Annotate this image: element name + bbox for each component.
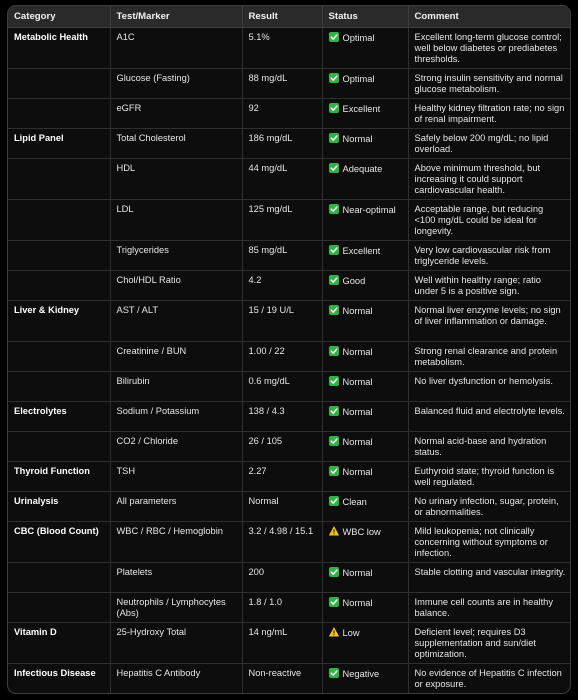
status-label: Optimal [342, 74, 375, 84]
status-label: Normal [342, 347, 373, 357]
test-marker-cell: LDL [110, 200, 242, 241]
result-cell: 2.27 [242, 462, 322, 492]
test-marker-cell: Chol/HDL Ratio [110, 271, 242, 301]
status-label: Normal [342, 467, 373, 477]
status-cell [322, 462, 408, 492]
lab-results-table [8, 6, 571, 694]
check-icon [329, 73, 339, 83]
status-label: Near-optimal [342, 205, 396, 215]
test-marker-cell: Bilirubin [110, 372, 242, 402]
category-cell [8, 372, 110, 402]
table-row [8, 462, 571, 492]
check-icon [329, 436, 339, 446]
category-cell [8, 593, 110, 623]
comment-cell: Deficient level; requires D3 supplementation and sun/diet optimization. [408, 623, 571, 664]
comment-cell: No evidence of Hepatitis C infection or exposure. [414, 668, 562, 689]
table-row [8, 271, 571, 301]
category-cell: Lipid Panel [8, 129, 110, 159]
header-category[interactable]: Category [8, 6, 110, 28]
comment-cell: Euthyroid state; thyroid function is well regulated. [408, 462, 571, 492]
status-cell [322, 372, 408, 402]
test-marker-cell: TSH [110, 462, 242, 492]
test-marker-cell: HDL [110, 159, 242, 200]
result-cell: 1.8 / 1.0 [242, 593, 322, 623]
category-cell [8, 159, 110, 200]
comment-cell: Normal liver enzyme levels; no sign of liver inflammation or damage. [408, 301, 571, 342]
comment-cell: Acceptable range, but reducing <100 mg/dL could be ideal for longevity. [408, 200, 571, 241]
status-cell [322, 342, 408, 372]
result-cell: Non-reactive [242, 664, 322, 694]
status-label: Good [342, 276, 366, 286]
comment-cell: Healthy kidney filtration rate; no sign of renal impairment. [408, 99, 571, 129]
category-cell [8, 432, 110, 462]
status-label: Normal [342, 437, 373, 447]
category-cell [8, 271, 110, 301]
status-cell [322, 241, 408, 271]
test-marker-cell: 25-Hydroxy Total [110, 623, 242, 664]
table-row [8, 342, 571, 372]
comment-cell: Balanced fluid and electrolyte levels. [408, 402, 571, 432]
result-cell: 5.1% [242, 28, 322, 69]
test-marker-cell: Neutrophils / Lymphocytes (Abs) [110, 593, 242, 623]
warning-icon [329, 627, 339, 637]
status-cell [322, 593, 408, 623]
check-icon [329, 567, 339, 577]
table-row [8, 301, 571, 342]
category-cell [8, 99, 110, 129]
comment-cell: Mild leukopenia; not clinically concerning without symptoms or infection. [408, 522, 571, 563]
status-cell [322, 99, 408, 129]
header-comment[interactable]: Comment [408, 6, 571, 28]
status-cell [322, 402, 408, 432]
comment-cell: Stable clotting and vascular integrity. [408, 563, 571, 593]
header-result[interactable]: Result [242, 6, 322, 28]
status-cell [322, 301, 408, 342]
status-label: Optimal [342, 33, 375, 43]
header-test-marker[interactable]: Test/Marker [110, 6, 242, 28]
check-icon [329, 305, 339, 315]
category-cell [8, 342, 110, 372]
table-row [8, 492, 571, 522]
test-marker-cell: Creatinine / BUN [110, 342, 242, 372]
test-marker-cell: WBC / RBC / Hemoglobin [110, 522, 242, 563]
result-cell: 15 / 19 U/L [242, 301, 322, 342]
category-cell [8, 200, 110, 241]
category-cell: Electrolytes [8, 402, 110, 432]
test-marker-cell: Sodium / Potassium [110, 402, 242, 432]
status-label: Normal [342, 407, 373, 417]
table-row [8, 129, 571, 159]
status-cell [322, 432, 408, 462]
result-cell: 88 mg/dL [242, 69, 322, 99]
test-marker-cell: Hepatitis C Antibody [110, 664, 242, 694]
category-cell [8, 69, 110, 99]
test-marker-cell: A1C [110, 28, 242, 69]
comment-cell: Very low cardiovascular risk from triglyceride levels. [408, 241, 571, 271]
category-cell: Thyroid Function [8, 462, 110, 492]
result-cell: 1.00 / 22 [242, 342, 322, 372]
check-icon [329, 466, 339, 476]
category-cell: CBC (Blood Count) [8, 522, 110, 563]
comment-cell: Normal acid-base and hydration status. [408, 432, 571, 462]
category-cell: Infectious Disease [8, 664, 110, 694]
status-label: Normal [342, 598, 373, 608]
table-row [8, 623, 571, 664]
table-row [8, 159, 571, 200]
category-cell: Liver & Kidney [8, 301, 110, 342]
category-cell [8, 563, 110, 593]
result-cell: 92 [242, 99, 322, 129]
check-icon [329, 668, 339, 678]
check-icon [329, 32, 339, 42]
table-row [8, 593, 571, 623]
status-label: Adequate [342, 164, 383, 174]
status-label: Negative [342, 669, 380, 679]
test-marker-cell: eGFR [110, 99, 242, 129]
table-row [8, 563, 571, 593]
comment-cell: Safely below 200 mg/dL; no lipid overload. [408, 129, 571, 159]
status-cell [322, 69, 408, 99]
comment-cell: Strong renal clearance and protein metabolism. [408, 342, 571, 372]
status-label: Clean [342, 497, 367, 507]
status-label: Excellent [342, 246, 381, 256]
check-icon [329, 406, 339, 416]
header-status[interactable]: Status [322, 6, 408, 28]
result-cell: 3.2 / 4.98 / 15.1 [242, 522, 322, 563]
result-cell: 138 / 4.3 [242, 402, 322, 432]
result-cell: 125 mg/dL [242, 200, 322, 241]
test-marker-cell: Platelets [110, 563, 242, 593]
comment-cell: Above minimum threshold, but increasing it could support cardiovascular health. [408, 159, 571, 200]
comment-cell: No urinary infection, sugar, protein, or abnormalities. [408, 492, 571, 522]
comment-cell: Excellent long-term glucose control; well below diabetes or prediabetes thresholds. [408, 28, 571, 69]
test-marker-cell: Total Cholesterol [110, 129, 242, 159]
status-cell [322, 492, 408, 522]
check-icon [329, 496, 339, 506]
result-cell: Normal [242, 492, 322, 522]
table-row [8, 372, 571, 402]
result-cell: 85 mg/dL [242, 241, 322, 271]
table-row [8, 664, 571, 694]
category-cell: Urinalysis [8, 492, 110, 522]
table-row [8, 99, 571, 129]
result-cell: 0.6 mg/dL [242, 372, 322, 402]
status-label: Low [342, 628, 360, 638]
category-cell: Metabolic Health [8, 28, 110, 69]
result-cell: 26 / 105 [242, 432, 322, 462]
comment-cell: Immune cell counts are in healthy balance. [408, 593, 571, 623]
status-label: Normal [342, 568, 373, 578]
check-icon [329, 163, 339, 173]
results-table-container [7, 5, 571, 694]
status-cell [322, 200, 408, 241]
table-row [8, 241, 571, 271]
result-cell: 44 mg/dL [242, 159, 322, 200]
check-icon [329, 204, 339, 214]
status-label: Normal [342, 377, 373, 387]
status-cell [322, 159, 408, 200]
table-row [8, 522, 571, 563]
result-cell: 200 [242, 563, 322, 593]
category-cell [8, 241, 110, 271]
status-label: WBC low [342, 527, 381, 537]
table-row [8, 28, 571, 69]
table-row [8, 200, 571, 241]
check-icon [329, 346, 339, 356]
result-cell: 186 mg/dL [242, 129, 322, 159]
test-marker-cell: CO2 / Chloride [110, 432, 242, 462]
check-icon [329, 597, 339, 607]
test-marker-cell: Triglycerides [110, 241, 242, 271]
comment-cell: No liver dysfunction or hemolysis. [408, 372, 571, 402]
status-cell [322, 664, 408, 694]
check-icon [329, 245, 339, 255]
status-label: Normal [342, 134, 373, 144]
result-cell: 14 ng/mL [242, 623, 322, 664]
table-header-row [8, 6, 571, 28]
comment-cell: Strong insulin sensitivity and normal glucose metabolism. [408, 69, 571, 99]
status-cell [322, 271, 408, 301]
table-row [8, 69, 571, 99]
check-icon [329, 133, 339, 143]
status-cell [322, 623, 408, 664]
test-marker-cell: All parameters [110, 492, 242, 522]
warning-icon [329, 526, 339, 536]
table-row [8, 432, 571, 462]
status-cell [322, 563, 408, 593]
status-cell [322, 129, 408, 159]
check-icon [329, 103, 339, 113]
category-cell: Vitamin D [8, 623, 110, 664]
result-cell: 4.2 [242, 271, 322, 301]
status-cell [322, 522, 408, 563]
table-row [8, 402, 571, 432]
status-label: Normal [342, 306, 373, 316]
status-cell [322, 28, 408, 69]
check-icon [329, 275, 339, 285]
test-marker-cell: AST / ALT [110, 301, 242, 342]
test-marker-cell: Glucose (Fasting) [110, 69, 242, 99]
check-icon [329, 376, 339, 386]
status-label: Excellent [342, 104, 381, 114]
comment-cell: Well within healthy range; ratio under 5 is a positive sign. [408, 271, 571, 301]
